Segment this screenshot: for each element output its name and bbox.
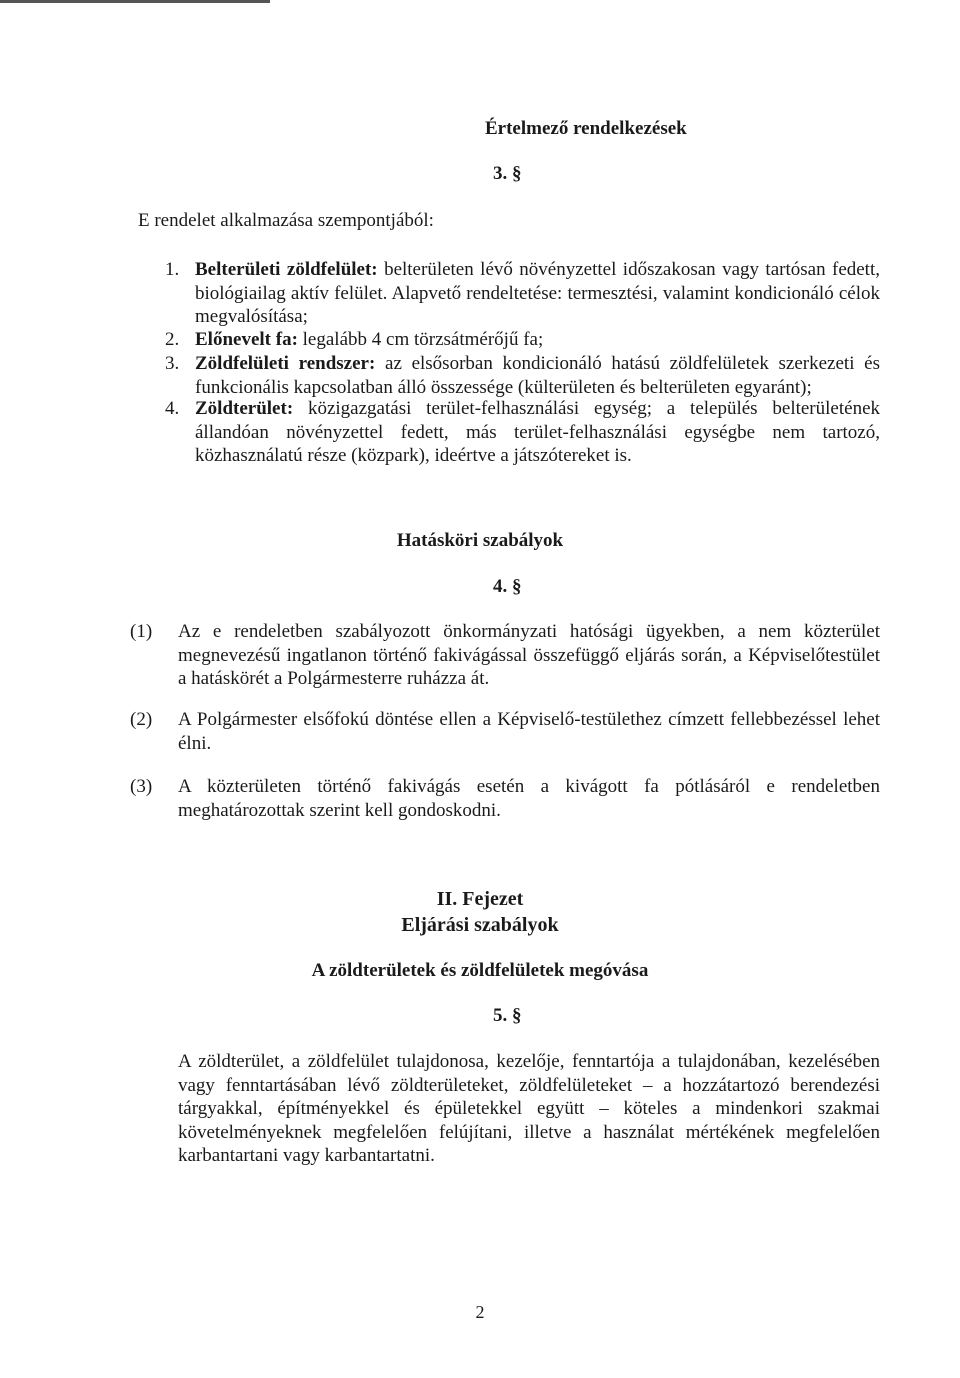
chapter-label: II. Fejezet bbox=[436, 888, 524, 910]
definition-term: Előnevelt fa: bbox=[195, 329, 298, 350]
definition-term: Belterületi zöldfelület: bbox=[195, 259, 378, 280]
section-number-4: 4. § bbox=[493, 576, 522, 597]
paragraph-text: Az e rendeletben szabályozott önkormányzati hatósági ügyekben, a nem közterület megnevezésű ingatlanon történő fakivágással összefüggő eljárás során, a Képviselőtestület a hatáskörét a Polgármesterre ruházza át. bbox=[178, 621, 880, 689]
section-number-3: 3. § bbox=[493, 163, 522, 184]
section-intro: E rendelet alkalmazása szempontjából: bbox=[138, 210, 434, 231]
definition-item bbox=[165, 328, 880, 352]
definition-item bbox=[165, 258, 880, 329]
paragraph-item bbox=[130, 775, 880, 822]
definition-number: 3. bbox=[165, 353, 180, 374]
subsection-heading: A zöldterületek és zöldfelületek megóvása bbox=[311, 960, 649, 981]
definition-text: közigazgatási terület-felhasználási egység; a település belterületének állandóan növényzettel fedett, más terület-felhasználási egységbe nem tartozó, közhasználatú része (közpark), ideértve a játszótereket is. bbox=[195, 398, 880, 466]
definition-term: Zöldfelületi rendszer: bbox=[195, 353, 376, 374]
paragraph-item bbox=[130, 620, 880, 691]
definition-item bbox=[165, 352, 880, 399]
chapter-title: Eljárási szabályok bbox=[401, 914, 559, 936]
section-heading-3: Értelmező rendelkezések bbox=[485, 118, 687, 139]
definition-text: legalább 4 cm törzsátmérőjű fa; bbox=[297, 329, 544, 350]
scan-edge-line bbox=[0, 0, 270, 3]
section-number-5: 5. § bbox=[493, 1005, 522, 1026]
paragraph-number: (3) bbox=[130, 776, 153, 797]
paragraph-item bbox=[130, 708, 880, 755]
paragraph-number: (2) bbox=[130, 709, 153, 730]
definition-item bbox=[165, 397, 880, 468]
definition-number: 4. bbox=[165, 398, 180, 419]
paragraph-text: A közterületen történő fakivágás esetén a kivágott fa pótlásáról e rendeletben meghatározottak szerint kell gondoskodni. bbox=[178, 776, 880, 821]
definition-number: 2. bbox=[165, 329, 180, 350]
definition-term: Zöldterület: bbox=[195, 398, 294, 419]
section-5-text: A zöldterület, a zöldfelület tulajdonosa, kezelője, fenntartója a tulajdonában, kezelésében vagy fenntartásában lévő zöldterületeket, zöldfelületeket – a hozzátartozó berendezési tárgyakkal, építményekkel és épületekkel együtt – köteles a mindenkori szakmai követelményeknek megfelelően felújítani, illetve a használat mértékének megfelelően karbantartani vagy karbantartatni. bbox=[178, 1051, 880, 1166]
paragraph-text: A Polgármester elsőfokú döntése ellen a Képviselő-testülethez címzett fellebbezéssel lehet élni. bbox=[178, 709, 880, 754]
paragraph-number: (1) bbox=[130, 621, 153, 642]
definition-text: belterületen lévő növényzettel időszakosan vagy tartósan fedett, biológiailag aktív felület. Alapvető rendeltetése: termesztési, valamint kondicionáló célok megvalósítása; bbox=[195, 259, 880, 327]
section-heading-4: Hatásköri szabályok bbox=[396, 530, 564, 551]
page-number: 2 bbox=[475, 1302, 485, 1322]
definition-text: az elsősorban kondicionáló hatású zöldfelületek szerkezeti és funkcionális kapcsolatban álló összessége (külterületen és belterületen egyaránt); bbox=[195, 353, 880, 398]
definition-number: 1. bbox=[165, 259, 180, 280]
